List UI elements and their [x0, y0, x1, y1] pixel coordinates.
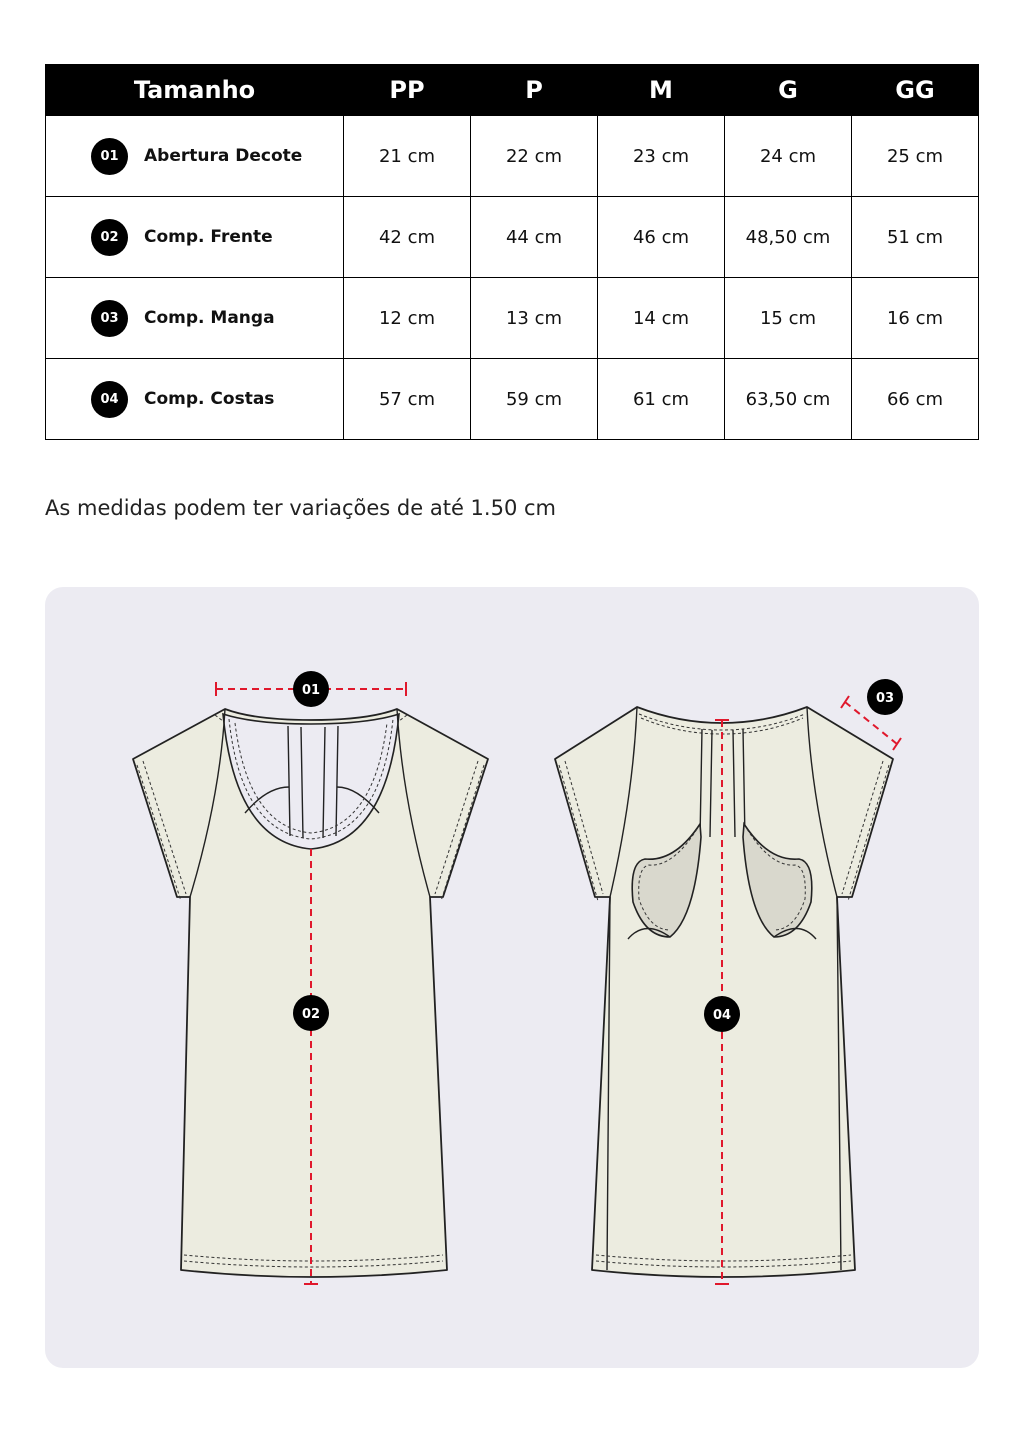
measure-number-badge: 02	[91, 219, 128, 256]
table-cell: 13 cm	[471, 278, 598, 359]
header-size-label: Tamanho	[46, 65, 344, 116]
table-row	[46, 359, 979, 440]
table-cell: 51 cm	[852, 197, 979, 278]
measure-label: Abertura Decote	[144, 146, 303, 166]
measure-cell	[46, 359, 344, 440]
header-size-pp: PP	[344, 65, 471, 116]
measure-cell	[46, 278, 344, 359]
table-cell: 25 cm	[852, 116, 979, 197]
table-cell: 44 cm	[471, 197, 598, 278]
table-header-row	[46, 65, 979, 116]
measurement-variation-note: As medidas podem ter variações de até 1.50 cm	[45, 496, 556, 520]
svg-text:03: 03	[875, 691, 895, 706]
header-size-g: G	[725, 65, 852, 116]
table-cell: 63,50 cm	[725, 359, 852, 440]
svg-text:01: 01	[301, 683, 321, 698]
table-cell: 61 cm	[598, 359, 725, 440]
marker-03	[867, 679, 903, 715]
marker-02	[293, 995, 329, 1031]
table-cell: 15 cm	[725, 278, 852, 359]
svg-text:04: 04	[712, 1008, 732, 1023]
measure-number-badge: 03	[91, 300, 128, 337]
marker-04	[704, 996, 740, 1032]
measure-label: Comp. Frente	[144, 227, 273, 247]
table-cell: 48,50 cm	[725, 197, 852, 278]
table-cell: 16 cm	[852, 278, 979, 359]
measure-number-badge: 04	[91, 381, 128, 418]
back-view-garment	[555, 707, 893, 1277]
size-table	[45, 64, 979, 440]
table-cell: 12 cm	[344, 278, 471, 359]
table-row	[46, 197, 979, 278]
header-size-m: M	[598, 65, 725, 116]
table-cell: 23 cm	[598, 116, 725, 197]
garment-diagram-panel	[45, 587, 979, 1368]
table-row	[46, 116, 979, 197]
header-size-gg: GG	[852, 65, 979, 116]
table-cell: 14 cm	[598, 278, 725, 359]
table-cell: 59 cm	[471, 359, 598, 440]
table-cell: 42 cm	[344, 197, 471, 278]
table-cell: 21 cm	[344, 116, 471, 197]
table-row	[46, 278, 979, 359]
table-cell: 24 cm	[725, 116, 852, 197]
measure-label: Comp. Manga	[144, 308, 275, 328]
table-cell: 46 cm	[598, 197, 725, 278]
table-cell: 66 cm	[852, 359, 979, 440]
measure-label: Comp. Costas	[144, 389, 275, 409]
header-size-p: P	[471, 65, 598, 116]
garment-diagram	[45, 587, 979, 1368]
svg-text:02: 02	[301, 1007, 321, 1022]
measure-cell	[46, 116, 344, 197]
marker-01	[293, 671, 329, 707]
measure-number-badge: 01	[91, 138, 128, 175]
table-cell: 57 cm	[344, 359, 471, 440]
measure-cell	[46, 197, 344, 278]
table-cell: 22 cm	[471, 116, 598, 197]
